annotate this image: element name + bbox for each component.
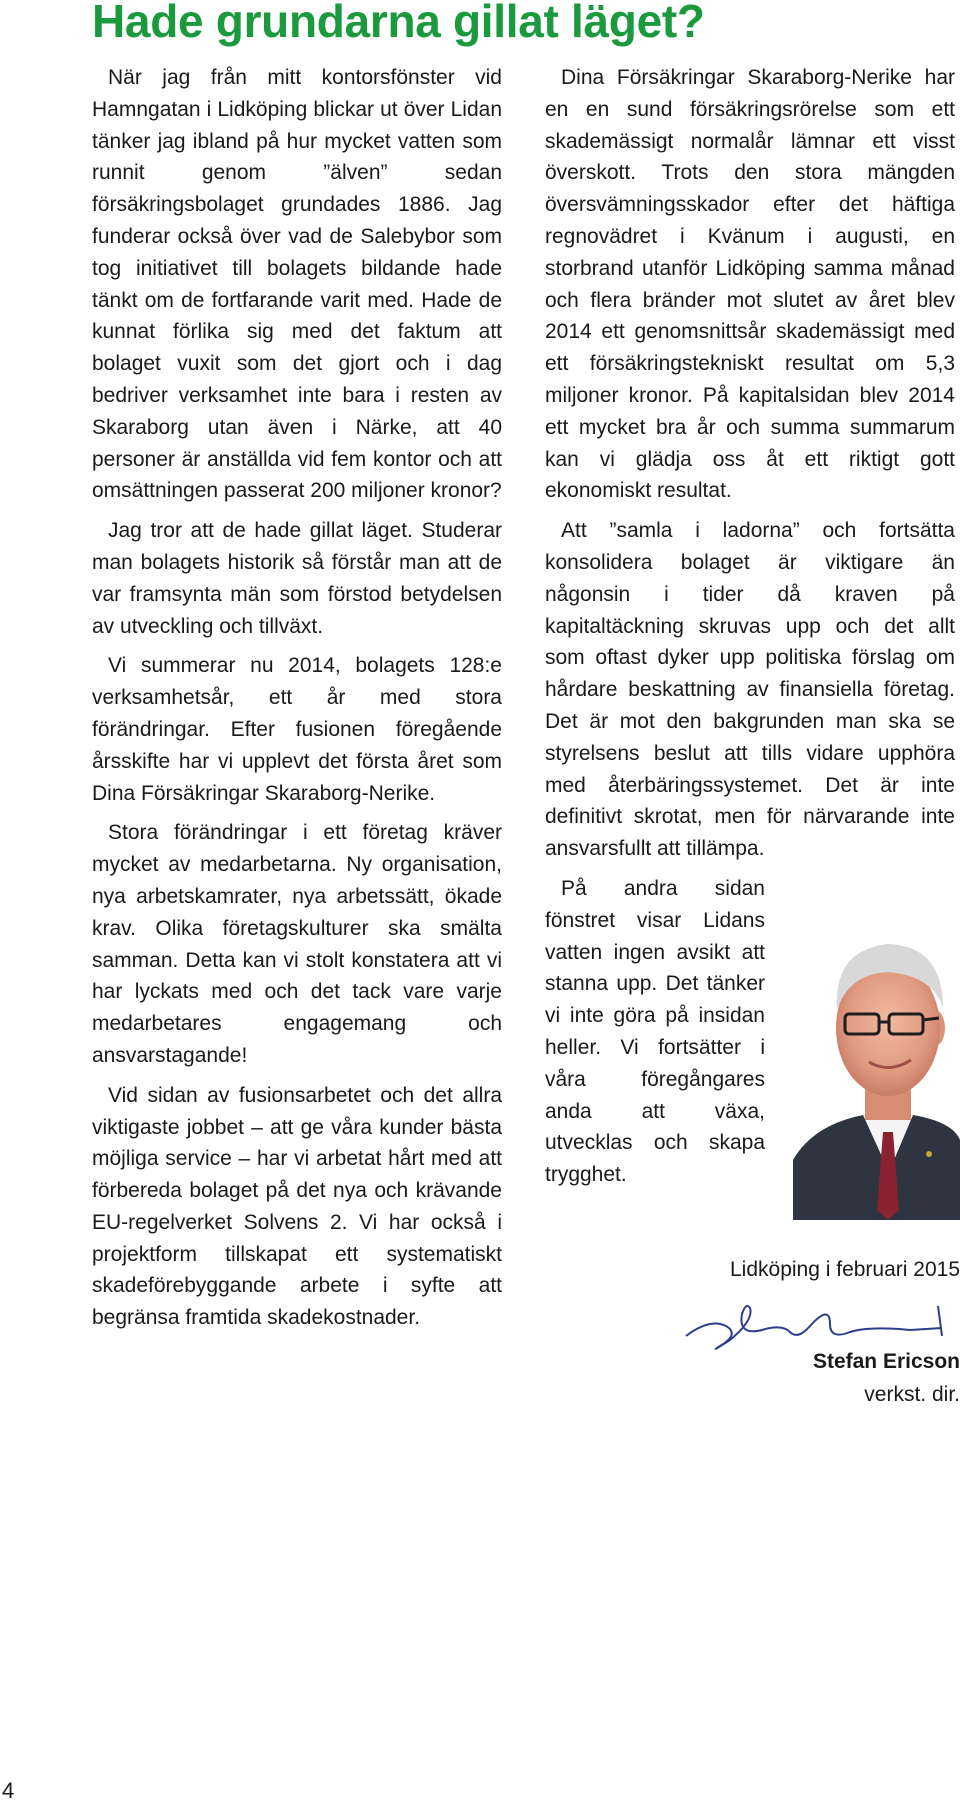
paragraph: Vi summerar nu 2014, bolagets 128:e verksamhetsår, ett år med stora förändringar. Efter fusionen föregående årsskifte har vi upplevt det första året som Dina Försäkringar Skaraborg-Nerike.: [92, 654, 502, 805]
signer-name: Stefan Ericson: [812, 1350, 960, 1373]
signer-title: verkst. dir.: [864, 1383, 960, 1406]
headline: Hade grundarna gillat läget?: [92, 0, 705, 47]
paragraph-beside-photo: På andra sidan fönstret visar Lidans vatten ingen avsikt att stanna upp. Det tänker vi inte göra på insidan heller. Vi fortsätter i våra föregångares anda att växa, utvecklas och skapa trygghet.: [545, 876, 765, 1187]
portrait-photo-icon: [793, 910, 960, 1220]
paragraph: Att ”samla i ladorna” och fortsätta konsolidera bolaget är viktigare än någonsin i tider då kraven på kapitaltäckning skruvas upp och det allt som oftast dyker upp politiska förslag om hårdare beskattning av finansiella företag. Det är mot den bakgrunden man ska se styrelsens beslut att tills vidare upphöra med återbäringssystemet. Det är inte definitivt skrotat, men för närvarande inte ansvarsfullt att tillämpa.: [545, 519, 955, 861]
left-column: [92, 62, 502, 1342]
paragraph: Dina Försäkringar Skaraborg-Nerike har en en sund försäkringsrörelse som ett skademässigt normalår lämnar ett visst överskott. Trots den stora mängden översvämningsskador efter det häftiga regnovädret i Kvänum i augusti, en storbrand utanför Lidköping samma månad och flera bränder mot slutet av året blev 2014 ett genomsnittsår skademässigt med ett försäkringstekniskt resultat om 5,3 miljoner kronor. På kapitalsidan blev 2014 ett mycket bra år och summa summarum kan vi glädja oss åt ett riktigt gott ekonomiskt resultat.: [545, 66, 955, 503]
place-date: Lidköping i februari 2015: [730, 1258, 960, 1281]
paragraph: Stora förändringar i ett företag kräver mycket av medarbetarna. Ny organisation, nya arbetskamrater, nya arbetssätt, ökade krav. Olika företagskulturer ska smälta samman. Detta kan vi stolt konstatera att vi har lyckats med och det tack vare varje medarbetares engagemang och ansvarstagande!: [92, 821, 502, 1067]
portrait-photo: [793, 910, 960, 1220]
page-number: 4: [2, 1778, 15, 1803]
paragraph: När jag från mitt kontorsfönster vid Hamngatan i Lidköping blickar ut över Lidan tänker jag ibland på hur mycket vatten som runnit genom ”älven” sedan försäkringsbolaget grundades 1886. Jag funderar också över vad de Salebybor som tog initiativet till bolagets bildande hade tänkt om de fortfarande varit med. Hade de kunnat förlika sig med det faktum att bolaget vuxit som det gjort och i dag bedriver verksamhet inte bara i resten av Skaraborg utan även i Närke, att 40 personer är anställda vid fem kontor och att omsättningen passerat 200 miljoner kronor?: [92, 66, 502, 503]
paragraph: Jag tror att de hade gillat läget. Studerar man bolagets historik så förstår man att de var framsynta män som förstod betydelsen av utveckling och tillväxt.: [92, 519, 502, 638]
paragraph: Vid sidan av fusionsarbetet och det allra viktigaste jobbet – att ge våra kunder bästa möjliga service – har vi arbetat hårt med att förbereda bolaget på det nya och krävande EU-regelverket Solvens 2. Vi har också i projektform tillskapat ett systematiskt skadeförebyggande arbete i syfte att begränsa framtida skadekostnader.: [92, 1083, 502, 1330]
